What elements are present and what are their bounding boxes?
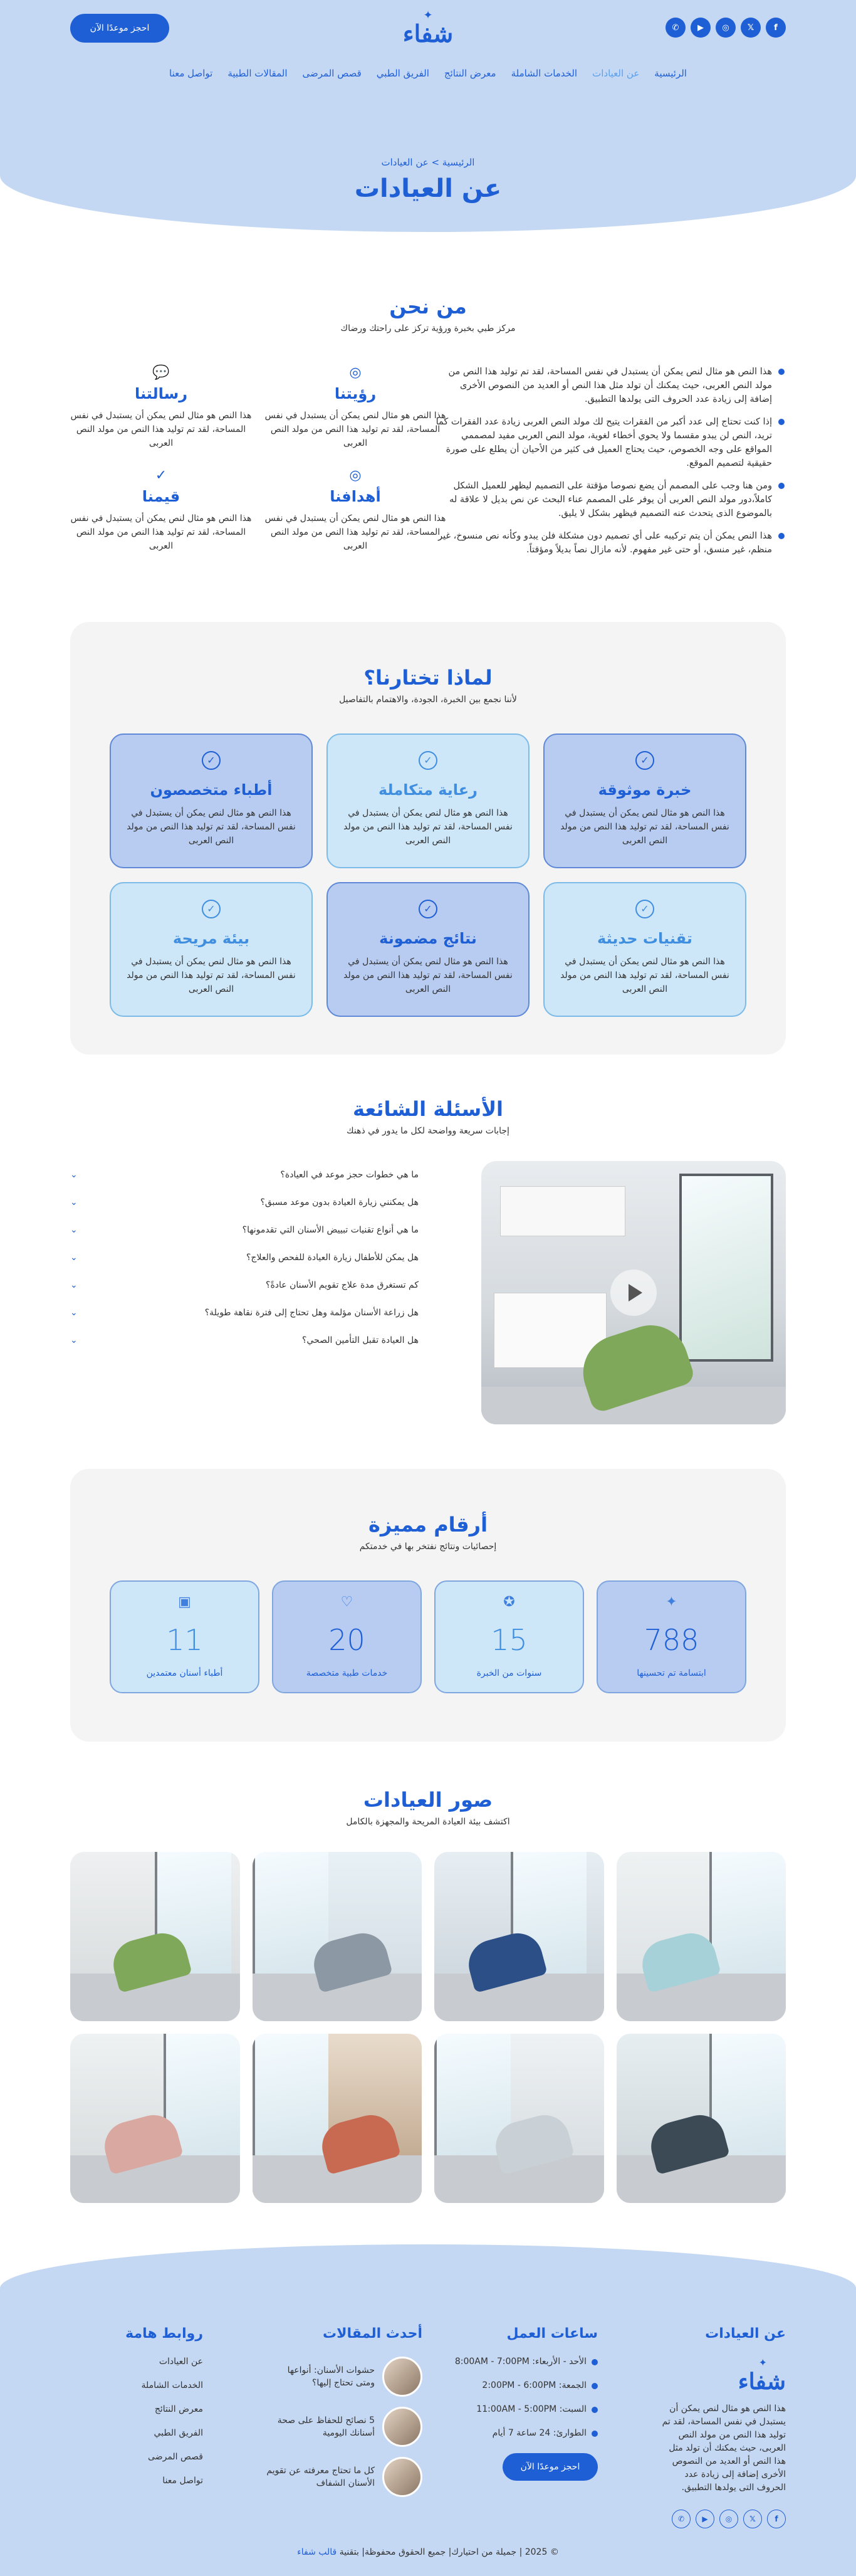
copyright-brand-link[interactable]: قالب شفاء: [297, 2547, 337, 2557]
stat-card: [110, 1580, 259, 1693]
faq-item[interactable]: [70, 1161, 419, 1189]
facebook-icon[interactable]: f: [766, 18, 786, 38]
why-card-title: رعاية متكاملة: [378, 781, 478, 799]
stat-card: [272, 1580, 422, 1693]
check-badge-icon: ✓: [419, 751, 437, 770]
footer-book-button[interactable]: احجز موعدًا الآن: [503, 2453, 598, 2481]
about-cards: [70, 365, 446, 553]
hours-item: الطوارئ: 24 ساعة 7 أيام: [447, 2428, 598, 2438]
play-icon[interactable]: [610, 1270, 657, 1316]
card-title: قيمنا: [142, 488, 180, 505]
nav-about[interactable]: عن العيادات: [592, 68, 640, 79]
cabinet-shape: [500, 1186, 625, 1236]
about-bullet: هذا النص يمكن أن يتم تركيبه على أي تصميم دون مشكلة فلن يبدو وكأنه نص منسوخ، غير منظم، غير منسق، أو حتى غير مفهوم. لأنه مازال نصاً بديلاً ومؤقتاً.: [435, 529, 786, 557]
stats-title: أرقام مميزة: [368, 1513, 488, 1537]
post-title: 5 نصائح للحفاظ على صحة أسنانك اليومية: [277, 2416, 375, 2438]
footer-columns: [70, 2326, 786, 2526]
chevron-down-icon: ⌄: [70, 1280, 78, 1290]
gallery-image[interactable]: [70, 2034, 240, 2203]
faq-item[interactable]: [70, 1189, 419, 1216]
stat-label: ابتسامة تم تحسينها: [637, 1668, 706, 1678]
about-title: من نحن: [389, 295, 467, 318]
hours-list: [447, 2357, 598, 2438]
footer-link[interactable]: عن العيادات: [159, 2357, 203, 2367]
card-text: هذا النص هو مثال لنص يمكن أن يستبدل في نفس المساحة، لقد تم توليد هذا النص من مولد النص العربى: [70, 513, 252, 551]
footer-about-text: هذا النص هو مثال لنص يمكن أن يستبدل في نفس المساحة، لقد تم توليد هذا النص من مولد النص العربى، حيث يمكنك أن تولد مثل هذا النص أو العديد من النصوص الأخرى إضافة إلى زيادة عدد الحروف التى يولدها التطبيق.: [662, 2404, 786, 2493]
stats-cards: [110, 1580, 746, 1693]
sparkle-icon: ✦: [665, 1594, 677, 1610]
stat-card: [597, 1580, 746, 1693]
footer-links: [70, 2326, 203, 2500]
nav-services[interactable]: الخدمات الشاملة: [511, 68, 578, 79]
why-card: [110, 733, 313, 868]
gallery-section: [70, 1788, 786, 2203]
stat-label: سنوات من الخبرة: [476, 1668, 542, 1678]
stat-value: 11: [166, 1623, 203, 1657]
check-badge-icon: ✓: [635, 900, 654, 918]
site-footer: [0, 2244, 856, 2576]
card-text: هذا النص هو مثال لنص يمكن أن يستبدل في نفس المساحة، لقد تم توليد هذا النص من مولد النص العربى: [264, 513, 446, 551]
window-shape: [679, 1174, 773, 1362]
clinic-video-thumbnail[interactable]: [481, 1161, 786, 1424]
window-shape: [253, 2034, 329, 2161]
card-title: أهدافنا: [330, 488, 381, 505]
chevron-down-icon: ⌄: [70, 1170, 78, 1180]
faq-title: الأسئلة الشائعة: [353, 1097, 503, 1121]
why-card-text: هذا النص هو مثال لنص يمكن أن يستبدل في نفس المساحة، لقد تم توليد هذا النص من مولد النص العربى: [560, 808, 729, 846]
faq-item[interactable]: [70, 1271, 419, 1299]
footer-social-links: [660, 2510, 786, 2528]
chevron-down-icon: ⌄: [70, 1197, 78, 1207]
floor-shape: [617, 1974, 786, 2021]
why-card-title: أطباء متخصصون: [150, 781, 273, 799]
why-card-text: هذا النص هو مثال لنص يمكن أن يستبدل في نفس المساحة، لقد تم توليد هذا النص من مولد النص العربى: [127, 808, 296, 846]
why-card: [110, 882, 313, 1017]
brand-logo[interactable]: [403, 10, 454, 46]
why-title: لماذا تختارنا؟: [363, 666, 493, 690]
card-title: رسالتنا: [134, 385, 188, 402]
gallery-subtitle: اكتشف بيئة العيادة المريحة والمجهزة بالكامل: [346, 1817, 510, 1827]
why-card: [543, 733, 746, 868]
gallery-image[interactable]: [434, 1852, 604, 2021]
post-title: حشوات الأسنان: أنواعها ومتى تحتاج إليها؟: [287, 2365, 375, 2388]
gallery-image[interactable]: [617, 2034, 786, 2203]
check-badge-icon: ✓: [635, 751, 654, 770]
hours-item: الأحد - الأربعاء: 8:00AM - 7:00PM: [447, 2357, 598, 2367]
faq-question: هل العيادة تقبل التأمين الصحي؟: [301, 1335, 419, 1345]
faq-body: [70, 1161, 786, 1424]
about-bullets: [435, 365, 786, 565]
certificate-icon: ▣: [178, 1594, 191, 1610]
about-subtitle: مركز طبي بخبرة ورؤية تركز على راحتك ورضاك: [340, 323, 516, 334]
youtube-icon[interactable]: ▶: [691, 18, 711, 38]
post-item[interactable]: [266, 2357, 422, 2397]
logo-star-icon: ✦: [423, 9, 433, 22]
stat-label: أطباء أسنان معتمدين: [146, 1668, 223, 1678]
why-card-text: هذا النص هو مثال لنص يمكن أن يستبدل في نفس المساحة، لقد تم توليد هذا النص من مولد النص العربى: [343, 957, 513, 994]
footer-logo[interactable]: [660, 2357, 786, 2395]
nav-results[interactable]: معرض النتائج: [444, 68, 496, 79]
main-nav: [0, 68, 856, 79]
nav-team[interactable]: الفريق الطبي: [376, 68, 429, 79]
hours-item: الجمعة: 2:00PM - 6:00PM: [447, 2380, 598, 2390]
footer-hours: [447, 2326, 598, 2481]
award-icon: ✪: [503, 1594, 515, 1610]
footer-links-list: [70, 2357, 203, 2486]
stats-subtitle: إحصائيات ونتائج نفتخر بها في خدمتكم: [359, 1542, 497, 1552]
page-title: عن العيادات: [354, 174, 502, 203]
why-card-title: نتائج مضمونة: [379, 930, 477, 947]
copyright-text: © 2025 | جميلة من احتيارك| جميع الحقوق محفوظة| بتقنية: [339, 2547, 559, 2557]
post-item[interactable]: [266, 2407, 422, 2447]
goal-icon: ◎: [349, 468, 362, 483]
logo-star-icon: ✦: [758, 2357, 767, 2368]
nav-home[interactable]: الرئيسية: [654, 68, 687, 79]
footer-posts-title: أحدث المقالات: [322, 2326, 422, 2342]
target-icon: ◎: [349, 365, 362, 381]
youtube-icon[interactable]: ▶: [696, 2510, 714, 2528]
card-text: هذا النص هو مثال لنص يمكن أن يستبدل في نفس المساحة، لقد تم توليد هذا النص من مولد النص العربى: [264, 411, 446, 448]
gallery-title: صور العيادات: [363, 1788, 493, 1812]
hero-header: [0, 0, 856, 232]
whatsapp-icon[interactable]: ✆: [665, 18, 686, 38]
footer-link[interactable]: الخدمات الشاملة: [141, 2380, 203, 2390]
check-badge-icon: ✓: [202, 751, 221, 770]
post-thumbnail: [382, 2407, 422, 2447]
footer-link[interactable]: قصص المرضى: [148, 2452, 203, 2462]
stat-value: 788: [644, 1623, 699, 1657]
why-us-section: [70, 622, 786, 1054]
about-bullet: هذا النص هو مثال لنص يمكن أن يستبدل في نفس المساحة، لقد تم توليد هذا النص من مولد النص العربى، حيث يمكنك أن تولد مثل هذا النص أو العديد من النصوص الأخرى إضافة إلى زيادة عدد الحروف التى يولدها التطبيق.: [435, 365, 786, 406]
post-item[interactable]: [266, 2457, 422, 2497]
why-card: [543, 882, 746, 1017]
faq-question: ما هي خطوات حجز موعد في العيادة؟: [280, 1170, 419, 1180]
why-card-text: هذا النص هو مثال لنص يمكن أن يستبدل في نفس المساحة، لقد تم توليد هذا النص من مولد النص العربى: [343, 808, 513, 846]
check-icon: ✓: [155, 468, 167, 483]
mission-card: [70, 365, 252, 450]
facebook-icon[interactable]: f: [767, 2510, 786, 2528]
footer-about-title: عن العيادات: [705, 2326, 786, 2342]
footer-link[interactable]: معرض النتائج: [154, 2404, 203, 2414]
window-shape: [709, 1852, 786, 1979]
why-card-title: بيئة مريحة: [172, 930, 250, 947]
faq-question: ما هي أنواع تقنيات تبييض الأسنان التي تقدمونها؟: [242, 1225, 419, 1235]
instagram-icon[interactable]: ◎: [716, 18, 736, 38]
gallery-image[interactable]: [617, 1852, 786, 2021]
copyright: [0, 2547, 856, 2557]
footer-link[interactable]: تواصل معنا: [162, 2476, 203, 2486]
footer-hours-title: ساعات العمل: [506, 2326, 598, 2342]
header-social-links: [665, 18, 786, 38]
stat-card: [434, 1580, 584, 1693]
faq-section: [70, 1097, 786, 1424]
footer-links-title: روابط هامة: [125, 2326, 203, 2342]
stat-value: 15: [491, 1623, 528, 1657]
gallery-grid: [70, 1852, 786, 2203]
whatsapp-icon[interactable]: ✆: [672, 2510, 691, 2528]
post-thumbnail: [382, 2357, 422, 2397]
instagram-icon[interactable]: ◎: [719, 2510, 738, 2528]
top-bar: [70, 9, 786, 48]
goals-card: [264, 468, 446, 553]
nav-stories[interactable]: قصص المرضى: [302, 68, 362, 79]
breadcrumb: الرئيسية > عن العيادات: [381, 157, 475, 168]
about-body: [70, 365, 786, 609]
logo-text: شفاء: [738, 2368, 786, 2395]
book-appointment-button[interactable]: احجز موعدًا الآن: [70, 14, 169, 43]
footer-about: [660, 2326, 786, 2528]
why-card: [326, 733, 530, 868]
gallery-image[interactable]: [70, 1852, 240, 2021]
stat-value: 20: [328, 1623, 365, 1657]
nav-articles[interactable]: المقالات الطبية: [227, 68, 288, 79]
gallery-image[interactable]: [253, 2034, 422, 2203]
card-title: رؤيتنا: [334, 385, 377, 402]
chevron-down-icon: ⌄: [70, 1308, 78, 1318]
faq-question: هل يمكن للأطفال زيارة العيادة للفحص والعلاج؟: [246, 1253, 419, 1263]
stat-label: خدمات طبية متخصصة: [306, 1668, 388, 1678]
faq-question: هل يمكنني زيارة العيادة بدون موعد مسبق؟: [260, 1197, 419, 1207]
gallery-image[interactable]: [253, 1852, 422, 2021]
chevron-down-icon: ⌄: [70, 1253, 78, 1263]
post-thumbnail: [382, 2457, 422, 2497]
x-icon[interactable]: 𝕏: [741, 18, 761, 38]
x-icon[interactable]: 𝕏: [743, 2510, 762, 2528]
faq-question: هل زراعة الأسنان مؤلمة وهل تحتاج إلى فترة نقاهة طويلة؟: [204, 1308, 419, 1318]
why-card: [326, 882, 530, 1017]
logo-text: شفاء: [402, 19, 454, 48]
faq-item[interactable]: [70, 1244, 419, 1271]
why-card-title: تقنيات حديثة: [597, 930, 692, 947]
faq-item[interactable]: [70, 1216, 419, 1244]
vision-card: [264, 365, 446, 450]
faq-subtitle: إجابات سريعة وواضحة لكل ما يدور في ذهنك: [347, 1126, 509, 1136]
check-badge-icon: ✓: [202, 900, 221, 918]
nav-contact[interactable]: تواصل معنا: [169, 68, 213, 79]
footer-link[interactable]: الفريق الطبي: [154, 2428, 203, 2438]
why-card-text: هذا النص هو مثال لنص يمكن أن يستبدل في نفس المساحة، لقد تم توليد هذا النص من مولد النص العربى: [560, 957, 729, 994]
stats-section: [70, 1469, 786, 1742]
faq-list: [70, 1161, 419, 1354]
chevron-down-icon: ⌄: [70, 1335, 78, 1345]
check-badge-icon: ✓: [419, 900, 437, 918]
why-card-text: هذا النص هو مثال لنص يمكن أن يستبدل في نفس المساحة، لقد تم توليد هذا النص من مولد النص العربى: [127, 957, 296, 994]
footer-posts: [266, 2326, 422, 2507]
values-card: [70, 468, 252, 553]
about-bullet: ومن هنا وجب على المصمم أن يضع نصوصا مؤقتة على التصميم ليظهر للعميل الشكل كاملاً،دور مولد النص العربى أن يوفر على المصمم عناء البحث عن نص بديل لا علاقة له بالموضوع الذى يتحدث عنه التصميم فيظهر بشكل لا يليق.: [435, 479, 786, 520]
about-section: [70, 295, 786, 609]
why-cards: [110, 733, 746, 1017]
chevron-down-icon: ⌄: [70, 1225, 78, 1235]
tooth-icon: ♡: [340, 1594, 353, 1610]
hours-item: السبت: 11:00AM - 5:00PM: [447, 2404, 598, 2414]
faq-question: كم تستغرق مدة علاج تقويم الأسنان عادةً؟: [266, 1280, 419, 1290]
faq-item[interactable]: [70, 1299, 419, 1327]
card-text: هذا النص هو مثال لنص يمكن أن يستبدل في نفس المساحة، لقد تم توليد هذا النص من مولد النص العربى: [70, 411, 252, 448]
about-bullet: إذا كنت تحتاج إلى عدد أكبر من الفقرات يتيح لك مولد النص العربى زيادة عدد الفقرات كما تريد، النص لن يبدو مقسما ولا يحوي أخطاء لغوية، مولد النص العربى مفيد لمصممي المواقع على وجه الخصوص، حيث يحتاج العميل فى كثير من الأحيان أن يطلع على صورة حقيقية لتصميم الموقع.: [435, 415, 786, 470]
why-subtitle: لأننا نجمع بين الخبرة، الجودة، والاهتمام بالتفاصيل: [339, 695, 517, 705]
why-card-title: خبرة موثوقة: [598, 781, 692, 799]
gallery-image[interactable]: [434, 2034, 604, 2203]
faq-item[interactable]: [70, 1327, 419, 1354]
post-title: كل ما تحتاج معرفته عن تقويم الأسنان الشفاف: [266, 2466, 375, 2488]
chat-icon: 💬: [152, 365, 170, 381]
